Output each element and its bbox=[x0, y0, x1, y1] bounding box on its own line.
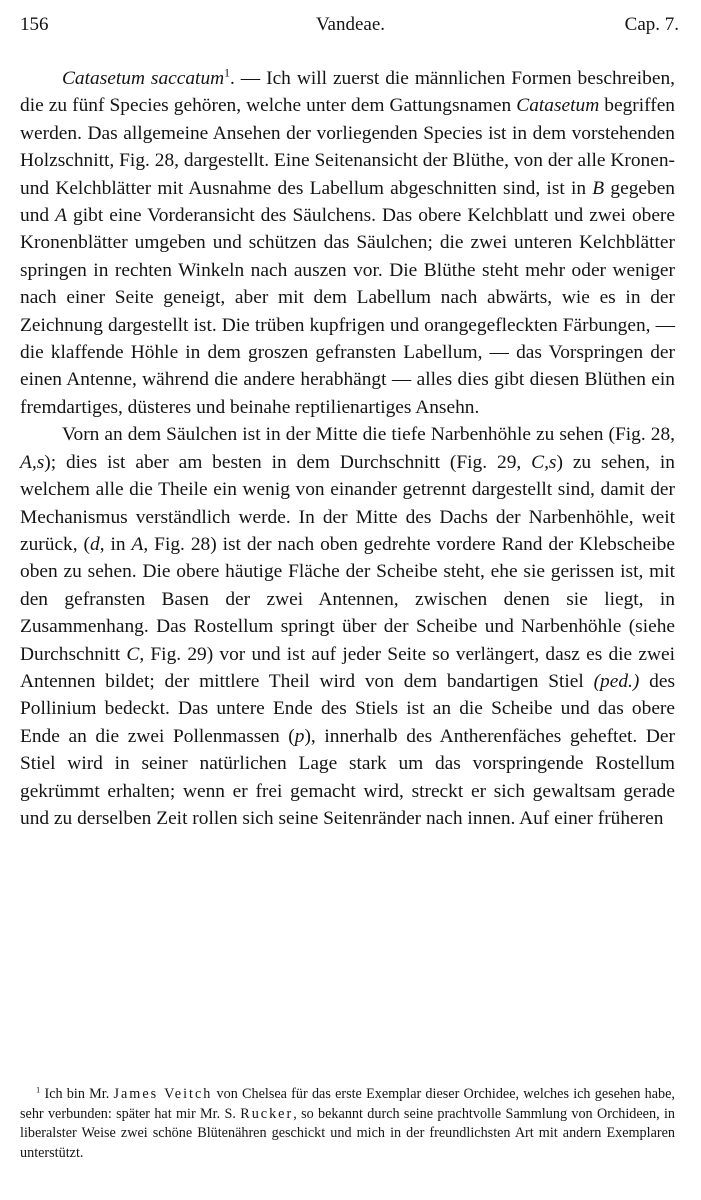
text-run: ); dies ist aber am besten in dem Durchschnitt (Fig. 29, bbox=[44, 451, 532, 473]
figure-ref: (ped.) bbox=[593, 670, 640, 692]
paragraph-2 bbox=[20, 421, 675, 832]
text-run: gibt eine Vorderansicht des Säulchens. Das obere Kelchblatt und zwei obere Kronenblätter umgeben und schützen das Säulchen; die zwei unteren Kelchblätter springen in rechten Winkeln nach auszen vor. Die Blüthe steht mehr oder weniger nach einer Seite geneigt, aber mit dem Labellum nach abwärts, wie es in der Zeichnung dargestellt ist. Die trüben kupfrigen und orangegefleckten Färbungen, — die klaffende Höhle in dem groszen gefransten Labellum, — das Vorspringen der einen Antenne, während die andere herabhängt — alles dies gibt diesen Blüthen ein fremdartiges, düsteres und beinahe reptilienartiges Ansehn. bbox=[20, 205, 675, 418]
figure-ref: d bbox=[90, 533, 100, 555]
text-run: gegeben und bbox=[20, 177, 675, 227]
genus-name: Catasetum bbox=[516, 95, 600, 117]
text-run: , in bbox=[99, 533, 132, 555]
text-run: , Fig. 29) vor und ist auf jeder Seite so verlängert, dasz es die zwei Antennen bildet; der mittlere Theil wird von dem bandartigen Stiel bbox=[20, 643, 675, 692]
text-run: Vorn an dem Säulchen ist in der Mitte die tiefe Narbenhöhle zu sehen (Fig. 28, bbox=[62, 424, 675, 446]
figure-ref: A,s bbox=[20, 451, 45, 473]
text-run: ), innerhalb des Antherenfäches geheftet. Der Stiel wird in seiner natürlichen Lage stark um das vorspringende Rostellum gekrümmt erhalten; wenn er frei gemacht wird, streckt er sich gewaltsam gerade und zu derselben Zeit rollen sich seine Seitenränder nach innen. Auf einer früheren bbox=[20, 725, 675, 829]
text-run: , so bekannt durch seine prachtvolle Sammlung von Orchideen, in liberalster Weise zwei schöne Blütenähren geschickt und mich in der freundlichsten Art mit andern Exemplaren unterstützt. bbox=[20, 1105, 675, 1161]
figure-letter: B bbox=[592, 177, 605, 199]
figure-ref: A bbox=[131, 533, 144, 555]
main-text bbox=[20, 65, 675, 832]
person-name: James Veitch bbox=[113, 1086, 213, 1102]
text-run: begriffen werden. Das allgemeine Ansehen der vorliegenden Species ist in dem vorstehenden Holzschnitt, Fig. 28, dargestellt. Eine Seitenansicht der Blüthe, von der alle Kronen- und Kelchblätter mit Ausnahme des Labellum abgeschnitten sind, ist in bbox=[20, 95, 675, 199]
paragraph-1 bbox=[20, 65, 675, 421]
text-run: , Fig. 28) ist der nach oben gedrehte vordere Rand der Klebscheibe oben zu sehen. Die obere häutige Fläche der Scheibe steht, ehe sie gerissen ist, mit den gefransten Basen der zwei Antennen, zwischen denen sie liegt, in Zusammenhang. Das Rostellum springt über der Scheibe und Narbenhöhle (siehe Durchschnitt bbox=[20, 533, 675, 665]
text-run: von Chelsea für das erste Exemplar dieser Orchidee, welches ich gesehen habe, sehr verbunden: später hat mir Mr. S. bbox=[20, 1086, 675, 1122]
running-title: Vandeae. bbox=[315, 14, 386, 35]
text-run: des Pollinium bedeckt. Das untere Ende des Stiels ist an die Scheibe und das obere Ende an die zwei Pollenmassen ( bbox=[20, 670, 675, 747]
person-name: Rucker bbox=[240, 1105, 294, 1122]
footnote-1 bbox=[20, 1085, 675, 1163]
text-run: . — Ich will zuerst die männlichen Formen beschreiben, die zu fünf Species gehören, welche unter dem Gattungsnamen bbox=[20, 68, 675, 117]
footnote-mark: 1 bbox=[36, 1084, 41, 1095]
text-run: ) zu sehen, in welchem alle die Theile ein wenig von einander getrennt dargestellt sind, damit der Mechanismus verständlich werde. In der Mitte des Dachs der Narbenhöhle, weit zurück, ( bbox=[20, 451, 675, 555]
text-run: Ich bin Mr. bbox=[40, 1086, 114, 1102]
footnote bbox=[20, 1085, 675, 1163]
figure-ref: C bbox=[126, 643, 140, 665]
figure-ref: C,s bbox=[531, 451, 557, 473]
species-name: Catasetum saccatum bbox=[62, 68, 225, 89]
running-header bbox=[0, 14, 701, 40]
figure-letter: A bbox=[55, 205, 67, 227]
page-number: 156 bbox=[20, 14, 49, 35]
footnote-ref: 1 bbox=[224, 66, 230, 80]
figure-ref: p bbox=[294, 725, 305, 747]
chapter-label: Cap. 7. bbox=[624, 14, 679, 35]
